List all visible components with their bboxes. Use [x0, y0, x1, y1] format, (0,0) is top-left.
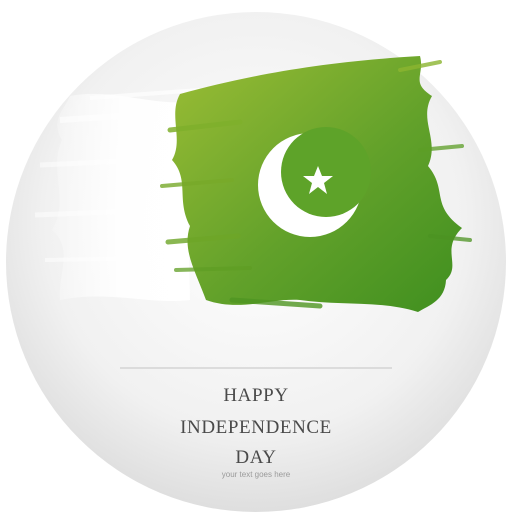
- title-line-day: DAY: [235, 447, 277, 468]
- tagline-text: your text goes here: [221, 470, 291, 479]
- title-line-happy: HAPPY: [223, 385, 289, 406]
- title-line-independence: INDEPENDENCE: [180, 417, 332, 438]
